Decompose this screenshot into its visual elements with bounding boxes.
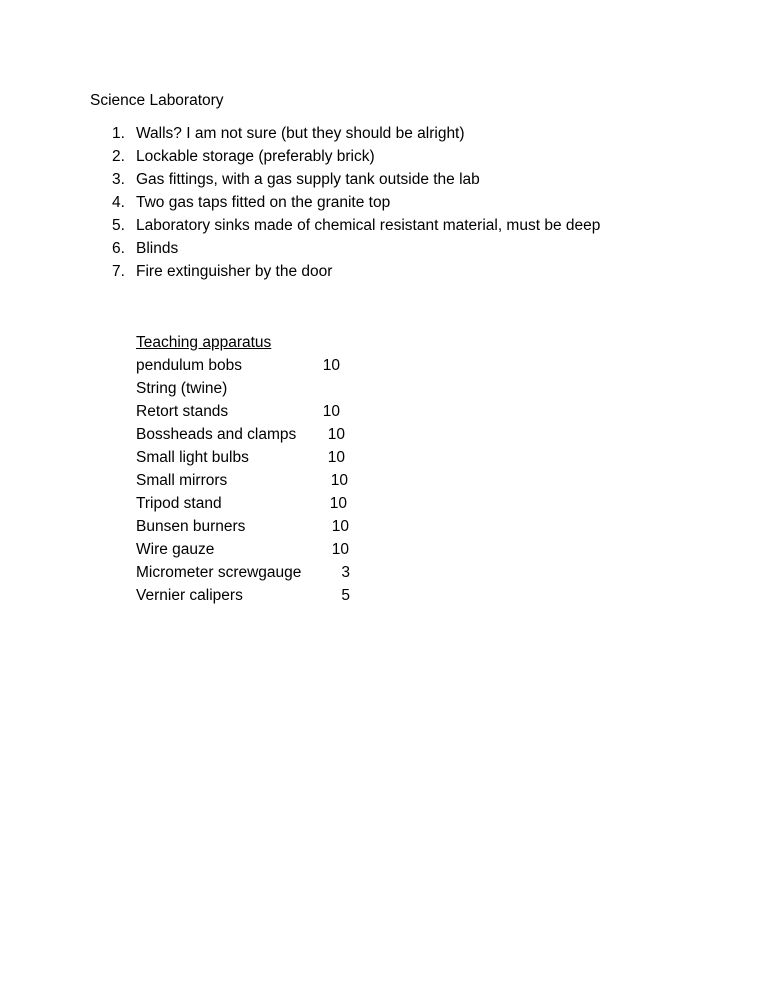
apparatus-qty: 10: [327, 426, 345, 443]
apparatus-qty: 5: [341, 587, 350, 604]
list-number: 1.: [112, 125, 125, 142]
apparatus-row: [136, 356, 376, 379]
apparatus-row: [136, 379, 376, 402]
list-number: 3.: [112, 171, 125, 188]
apparatus-qty: 10: [322, 357, 340, 374]
list-number: 6.: [112, 240, 125, 257]
apparatus-name: Bunsen burners: [136, 518, 246, 535]
list-number: 2.: [112, 148, 125, 165]
apparatus-name: Micrometer screwgauge: [136, 564, 302, 581]
apparatus-name: Tripod stand: [136, 495, 222, 512]
apparatus-name: Small light bulbs: [136, 449, 249, 466]
apparatus-row: [136, 586, 376, 609]
list-text: Two gas taps fitted on the granite top: [136, 194, 391, 211]
apparatus-qty: 3: [341, 564, 350, 581]
apparatus-heading: Teaching apparatus: [136, 334, 272, 351]
apparatus-qty: 10: [331, 541, 349, 558]
apparatus-name: Vernier calipers: [136, 587, 243, 604]
apparatus-name: Retort stands: [136, 403, 229, 420]
apparatus-name: Bossheads and clamps: [136, 426, 297, 443]
list-number: 5.: [112, 217, 125, 234]
apparatus-name: pendulum bobs: [136, 357, 242, 374]
apparatus-row: [136, 517, 376, 540]
list-text: Fire extinguisher by the door: [136, 263, 333, 280]
apparatus-qty: 10: [327, 449, 345, 466]
list-number: 7.: [112, 263, 125, 280]
apparatus-row: [136, 425, 376, 448]
apparatus-qty: 10: [330, 472, 348, 489]
list-text: Blinds: [136, 240, 179, 257]
apparatus-section: [136, 333, 376, 609]
apparatus-row: [136, 494, 376, 517]
list-number: 4.: [112, 194, 125, 211]
apparatus-row: [136, 402, 376, 425]
apparatus-row: [136, 448, 376, 471]
list-text: Walls? I am not sure (but they should be alright): [136, 125, 465, 142]
apparatus-row: [136, 563, 376, 586]
list-text: Lockable storage (preferably brick): [136, 148, 375, 165]
page-title: Science Laboratory: [90, 92, 224, 109]
list-text: Laboratory sinks made of chemical resistant material, must be deep: [136, 217, 601, 234]
apparatus-row: [136, 540, 376, 563]
apparatus-name: Wire gauze: [136, 541, 215, 558]
apparatus-qty: 10: [331, 518, 349, 535]
apparatus-qty: 10: [329, 495, 347, 512]
list-text: Gas fittings, with a gas supply tank outside the lab: [136, 171, 480, 188]
apparatus-qty: 10: [322, 403, 340, 420]
apparatus-name: String (twine): [136, 380, 228, 397]
apparatus-name: Small mirrors: [136, 472, 228, 489]
apparatus-row: [136, 471, 376, 494]
